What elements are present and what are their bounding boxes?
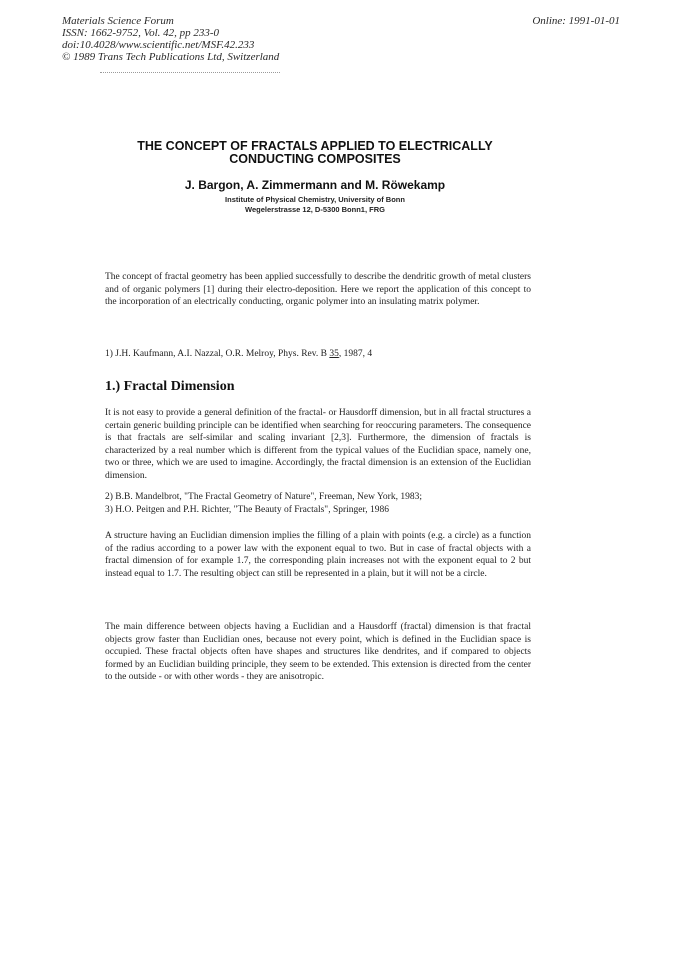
scan-artifact-line — [100, 72, 280, 75]
paper-title — [100, 140, 530, 166]
paragraph-2: A structure having an Euclidian dimension implies the filling of a plain with points (e.g. a circle) as a function of the radius according to a power law with the exponent equal to two. But in case of fractal objects with a fractal dimension of for example 1.7, the corresponding plain increases not with the exponent equal to 2 but instead equal to 1.7. The resulting object can still be represented in a plain, but it will not be a circle. — [105, 531, 531, 579]
reference-1 — [105, 348, 531, 361]
section-heading: 1.) Fractal Dimension — [105, 379, 235, 394]
journal-header — [62, 15, 279, 63]
reference-1-tail: , 1987, 4 — [338, 349, 373, 359]
doi-line: doi:10.4028/www.scientific.net/MSF.42.233 — [62, 39, 255, 51]
title-line-1: THE CONCEPT OF FRACTALS APPLIED TO ELECTRICALLY — [137, 139, 493, 153]
affiliation-line-1: Institute of Physical Chemistry, University of Bonn — [225, 195, 405, 204]
reference-2: 2) B.B. Mandelbrot, "The Fractal Geometry of Nature", Freeman, New York, 1983; — [105, 492, 422, 502]
reference-3: 3) H.O. Peitgen and P.H. Richter, "The Beauty of Fractals", Springer, 1986 — [105, 505, 390, 515]
paragraph-3: The main difference between objects having a Euclidian and a Hausdorff (fractal) dimension is that fractal objects grow faster than Euclidian ones, because not every point, which is defined in the Euclidian space is occupied. These fractal objects often have shapes and structures like dendrites, and if compared to objects formed by an Euclidian building principle, they seem to be extended. This extension is directed from the center to the outside - or with other words - they are anisotropic. — [105, 622, 531, 682]
issn-line: ISSN: 1662-9752, Vol. 42, pp 233-0 — [62, 27, 220, 39]
reference-1-text: 1) J.H. Kaufmann, A.I. Nazzal, O.R. Melroy, Phys. Rev. B — [105, 349, 330, 359]
paragraph-1: It is not easy to provide a general definition of the fractal- or Hausdorff dimension, but in all fractal structures a certain generic building principle can be identified when searching for reoccuring parameters. The consequence is that fractals are self-similar and scaling invariant [2,3]. Furthermore, the dimension of fractals is characterized by a real number which is different from the typical values of the Euclidian space, namely one, two or three, which we are used to imagine. Accordingly, the fractal dimension is an extension of the Euclidian dimension. — [105, 408, 531, 481]
journal-name: Materials Science Forum — [62, 15, 174, 27]
abstract: The concept of fractal geometry has been applied successfully to describe the dendritic growth of metal clusters and of organic polymers [1] during their electro-deposition. Here we report the application of this concept to the incorporation of an electrically conducting, organic polymer into an insulating matrix polymer. — [105, 272, 531, 307]
title-line-2: CONDUCTING COMPOSITES — [229, 152, 401, 166]
online-date: Online: 1991-01-01 — [532, 15, 620, 27]
affiliation-line-2: Wegelerstrasse 12, D-5300 Bonn1, FRG — [245, 204, 385, 214]
authors: J. Bargon, A. Zimmermann and M. Röwekamp — [184, 178, 446, 192]
affiliation — [100, 195, 530, 214]
copyright-line: © 1989 Trans Tech Publications Ltd, Switzerland — [62, 51, 280, 63]
reference-1-volume: 35 — [329, 349, 339, 359]
